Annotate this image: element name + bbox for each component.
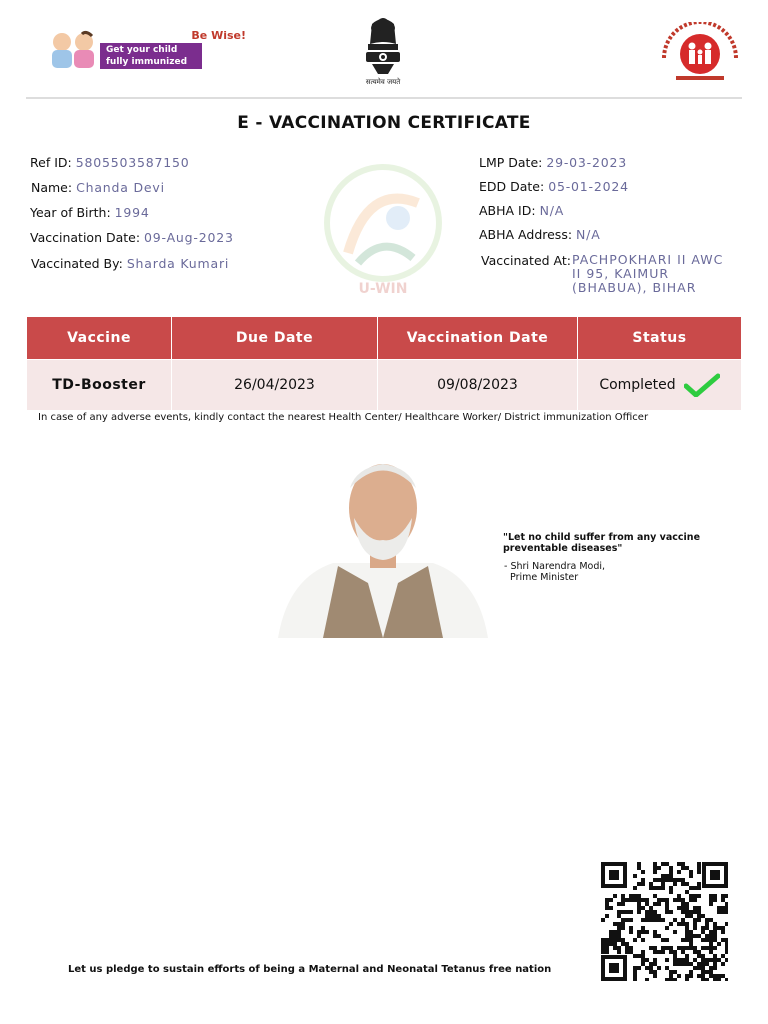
cell-status: [578, 360, 742, 411]
quote-attribution: - Shri Narendra Modi, Prime Minister: [504, 561, 606, 583]
vaccinated-by-label: Vaccinated By:: [31, 256, 123, 271]
nhm-family-icon: [658, 22, 742, 82]
header-status: Status: [578, 317, 742, 360]
lmp-date-label: LMP Date:: [479, 155, 543, 170]
header-due-date: Due Date: [172, 317, 378, 360]
header-divider: [26, 97, 742, 99]
edd-date-label: EDD Date:: [479, 179, 545, 194]
abha-id-field: [479, 203, 564, 218]
vaccinated-by-value: Sharda Kumari: [126, 256, 230, 271]
u-win-watermark-icon: [318, 163, 448, 297]
header-vaccine: Vaccine: [27, 317, 172, 360]
abha-id-value: N/A: [539, 203, 565, 218]
vaccination-date-value: 09-Aug-2023: [144, 230, 234, 245]
qr-code-icon: [601, 862, 728, 981]
ref-id-field: [30, 155, 190, 170]
lmp-date-field: [479, 155, 627, 170]
be-wise-logo: [46, 28, 246, 72]
year-of-birth-label: Year of Birth:: [30, 205, 111, 220]
status-text: Completed: [599, 377, 676, 393]
cell-vaccine: TD-Booster: [27, 360, 172, 411]
vaccinated-by-field: [31, 256, 229, 271]
lion-capital-icon: [358, 14, 408, 78]
national-health-mission-logo: [658, 22, 742, 82]
ref-id-value: 5805503587150: [75, 155, 190, 170]
name-value: Chanda Devi: [76, 180, 165, 195]
national-emblem: [358, 14, 408, 92]
vaccination-date-label: Vaccination Date:: [30, 230, 141, 245]
vaccinated-at-line-3: (BHABUA), BIHAR: [572, 280, 697, 295]
vaccination-table: [26, 316, 742, 411]
vaccinated-at-line-1: PACHPOKHARI II AWC: [572, 252, 724, 267]
abha-address-value: N/A: [576, 227, 601, 242]
quote-text: "Let no child suffer from any vaccine preventable diseases": [503, 532, 701, 554]
table-row: [27, 360, 742, 411]
prime-minister-photo: [278, 448, 488, 638]
abha-id-label: ABHA ID:: [479, 203, 536, 218]
adverse-events-note: In case of any adverse events, kindly contact the nearest Health Center/ Healthcare Worker/ District immunization Officer: [38, 412, 649, 423]
year-of-birth-value: 1994: [114, 205, 150, 220]
abha-address-label: ABHA Address:: [479, 227, 573, 242]
vaccinated-at-line-2: II 95, KAIMUR: [572, 266, 670, 281]
bewise-line-1: Get your child: [106, 45, 178, 55]
bewise-banner: [100, 43, 202, 69]
svg-text:U-WIN: U-WIN: [358, 281, 408, 297]
certificate-title: E - VACCINATION CERTIFICATE: [237, 113, 531, 133]
name-field: [31, 180, 165, 195]
lmp-date-value: 29-03-2023: [546, 155, 627, 170]
edd-date-value: 05-01-2024: [548, 179, 629, 194]
bewise-title: Be Wise!: [191, 29, 246, 42]
year-of-birth-field: [30, 205, 150, 220]
table-header-row: [27, 317, 742, 360]
cell-due-date: 26/04/2023: [172, 360, 378, 411]
ref-id-label: Ref ID:: [30, 155, 72, 170]
abha-address-field: [479, 227, 601, 242]
vaccination-date-field: [30, 230, 234, 245]
checkmark-icon: [684, 373, 720, 397]
bewise-line-2: fully immunized: [106, 57, 188, 67]
emblem-caption: सत्यमेव जयते: [365, 78, 401, 86]
vaccinated-at-label: Vaccinated At:: [481, 253, 571, 268]
vaccinated-at-value: [572, 253, 723, 295]
children-illustration-icon: [46, 30, 106, 72]
pledge-text: Let us pledge to sustain efforts of being a Maternal and Neonatal Tetanus free nation: [68, 964, 552, 975]
edd-date-field: [479, 179, 629, 194]
header-vaccination-date: Vaccination Date: [378, 317, 578, 360]
name-label: Name:: [31, 180, 73, 195]
cell-vaccination-date: 09/08/2023: [378, 360, 578, 411]
